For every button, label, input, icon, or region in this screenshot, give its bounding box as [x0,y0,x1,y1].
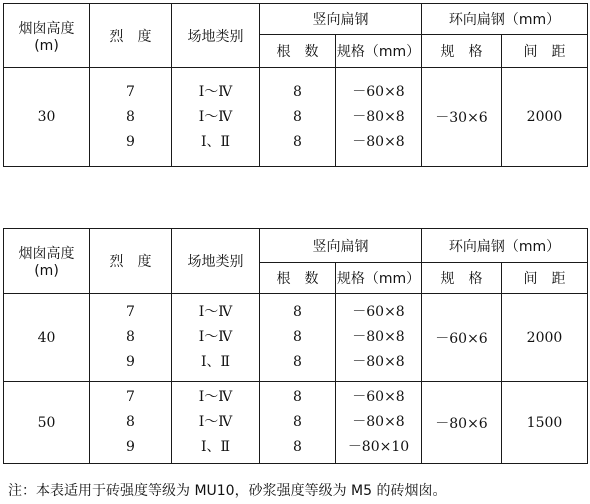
spec-cell [336,68,422,167]
header-height-label: 烟囱高度 [18,246,75,262]
site-class-value: Ⅰ～Ⅳ [198,329,233,345]
header-spec-mm: 规格（mm） [336,35,422,68]
intensity-cell [90,294,172,382]
site-class-cell [172,68,260,167]
header-ring-flat-steel: 环向扁钢（mm） [422,229,588,263]
ring-spacing-cell: 2000 [502,294,588,382]
intensity-value: 9 [126,354,135,370]
ring-spec-cell: －80×6 [422,382,502,464]
intensity-cell [90,68,172,167]
spec-cell [336,382,422,464]
count-value: 8 [293,83,302,100]
ring-spec-cell: －30×6 [422,68,502,167]
spec-value: －80×8 [352,414,405,430]
header-count: 根 数 [260,35,336,68]
intensity-value: 8 [126,108,135,125]
header-chimney-height [4,229,90,294]
site-class-cell [172,294,260,382]
count-value: 8 [293,329,302,345]
site-class-value: Ⅰ～Ⅳ [198,414,233,430]
count-value: 8 [293,439,302,455]
count-value: 8 [293,133,302,150]
table-row [4,294,588,382]
reinforcement-table-40-50m [3,228,588,464]
count-cell [260,294,336,382]
header-spec-mm: 规格（mm） [336,263,422,294]
site-class-value: Ⅰ、Ⅱ [200,354,231,370]
header-ring-spacing: 间 距 [502,263,588,294]
header-count: 根 数 [260,263,336,294]
spec-value: －80×8 [352,354,405,370]
spec-value: －80×8 [352,133,405,150]
height-cell: 50 [4,382,90,464]
site-class-value: Ⅰ～Ⅳ [198,304,233,320]
count-value: 8 [293,414,302,430]
intensity-value: 7 [126,83,135,100]
header-chimney-height [4,4,90,68]
spec-value: －80×8 [352,108,405,125]
header-site-class: 场地类别 [172,4,260,68]
header-vertical-flat-steel: 竖向扁钢 [260,4,422,35]
spec-value: －60×8 [352,83,405,100]
header-ring-flat-steel: 环向扁钢（mm） [422,4,588,35]
ring-spacing-cell: 2000 [502,68,588,167]
intensity-value: 8 [126,329,135,345]
site-class-cell [172,382,260,464]
header-ring-spec: 规 格 [422,35,502,68]
ring-spec-cell: －60×6 [422,294,502,382]
intensity-value: 7 [126,304,135,320]
intensity-value: 9 [126,439,135,455]
header-vertical-flat-steel: 竖向扁钢 [260,229,422,263]
height-cell: 30 [4,68,90,167]
intensity-value: 8 [126,414,135,430]
ring-spacing-cell: 1500 [502,382,588,464]
header-ring-spec: 规 格 [422,263,502,294]
site-class-value: Ⅰ、Ⅱ [200,133,231,150]
header-height-unit: (m) [34,263,59,279]
count-value: 8 [293,108,302,125]
table-footnote: 注：本表适用于砖强度等级为 MU10，砂浆强度等级为 M5 的砖烟囱。 [8,483,447,499]
intensity-cell [90,382,172,464]
count-value: 8 [293,389,302,405]
table-row [4,68,588,167]
table-row [4,382,588,464]
site-class-value: Ⅰ～Ⅳ [198,83,233,100]
spec-cell [336,294,422,382]
spec-value: －60×8 [352,389,405,405]
header-ring-spacing: 间 距 [502,35,588,68]
spec-value: －80×8 [352,329,405,345]
count-value: 8 [293,354,302,370]
spec-value: －80×10 [347,439,410,455]
spec-value: －60×8 [352,304,405,320]
header-height-label: 烟囱高度 [18,20,75,37]
header-height-unit: (m) [34,37,59,54]
site-class-value: Ⅰ～Ⅳ [198,108,233,125]
header-intensity: 烈 度 [90,229,172,294]
intensity-value: 9 [126,133,135,150]
height-cell: 40 [4,294,90,382]
site-class-value: Ⅰ～Ⅳ [198,389,233,405]
intensity-value: 7 [126,389,135,405]
reinforcement-table-30m [3,3,588,167]
count-cell [260,382,336,464]
header-intensity: 烈 度 [90,4,172,68]
header-site-class: 场地类别 [172,229,260,294]
count-cell [260,68,336,167]
count-value: 8 [293,304,302,320]
site-class-value: Ⅰ、Ⅱ [200,439,231,455]
